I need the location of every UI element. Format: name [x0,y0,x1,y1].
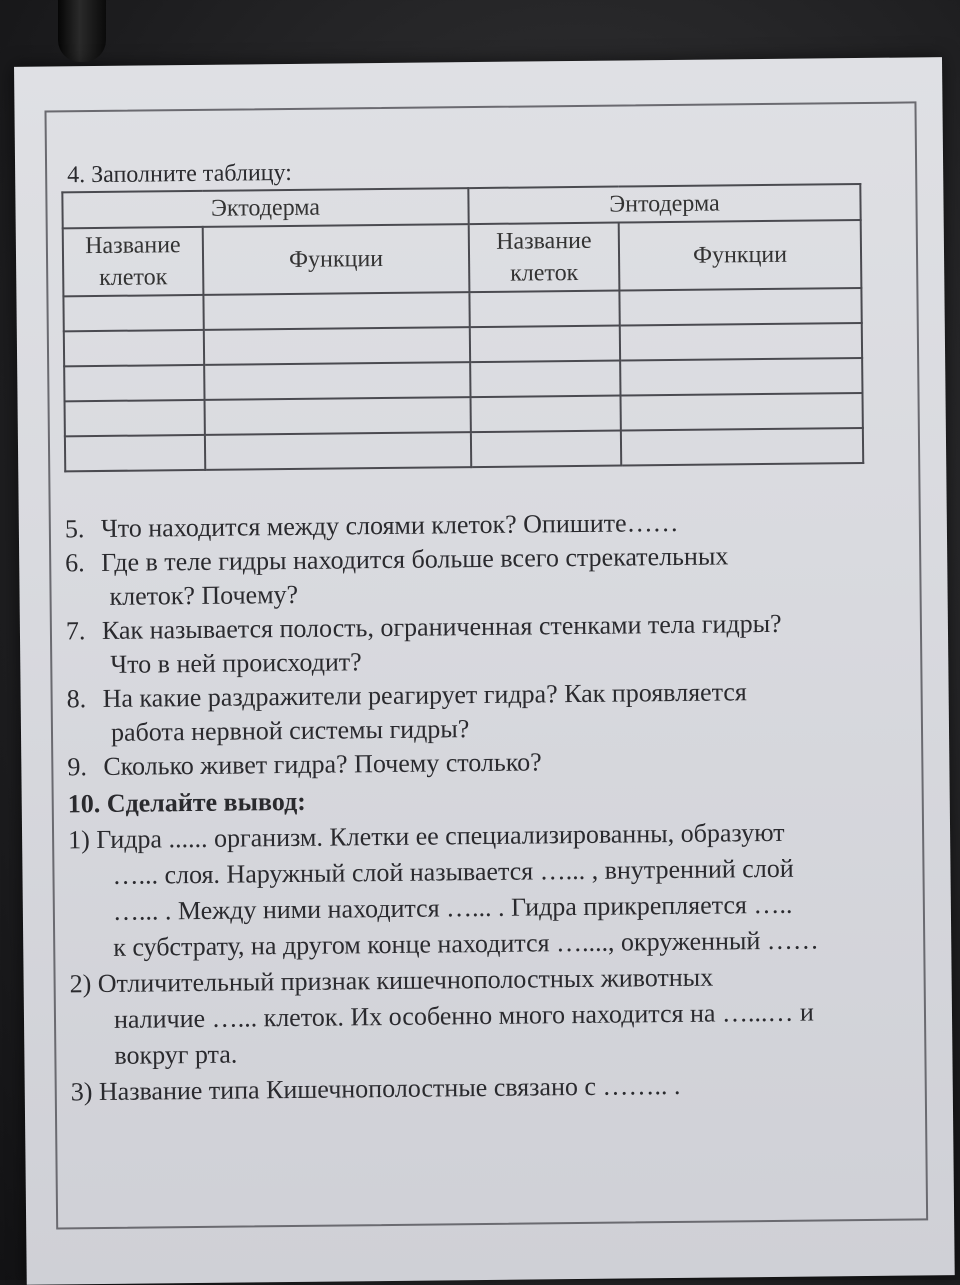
blank-table-cell [65,435,205,471]
task-4-title: 4. Заполните таблицу: [67,159,293,189]
pen [58,0,106,62]
blank-table-cell [469,291,619,328]
blank-table-cell [63,295,203,331]
conclusion-line: …... . Между ними находится …... . Гидра прикрепляется ….. [112,889,793,926]
question-number: 8. [66,684,87,714]
conclusion-line: 1) Гидра ...... организм. Клетки ее специализированны, образуют [67,817,785,855]
blank-table-cell [621,428,863,466]
ecto-cell-name-header: Название клеток [63,227,204,296]
blank-table-cell [204,362,470,400]
question-text: Что в ней происходит? [110,647,362,679]
blank-table-cell [470,326,620,363]
blank-table-cell [621,393,863,431]
conclusion-item-2 [69,958,892,1075]
question-number: 6. [65,548,85,578]
question-text: работа нервной системы гидры? [110,714,470,747]
question-item [67,742,889,785]
conclusion-title: 10. Сделайте вывод: [67,786,307,819]
blank-table-cell [64,330,204,366]
blank-table-cell [64,365,204,401]
blank-table-cell [470,361,620,398]
blank-table-cell [205,432,471,470]
question-item [66,606,889,683]
conclusion-item-3: 3) Название типа Кишечнополостные связано с …….. . [70,1070,681,1107]
worksheet-paper [14,57,955,1285]
endo-functions-header: Функции [619,220,862,291]
question-text: Как называется полость, ограниченная стенками тела гидры? [101,608,782,645]
conclusion-line: вокруг рта. [114,1039,238,1070]
question-text: Что находится между слоями клеток? Опишите…… [100,507,679,543]
ectoderm-header: Эктодерма [62,188,468,228]
conclusion-line: к субстрату, на другом конце находится …...., окруженный …… [113,925,819,962]
endo-cell-name-header: Название клеток [469,223,620,293]
question-text: Где в теле гидры находится больше всего стрекательных [101,541,729,577]
question-text: На какие раздражители реагирует гидра? Как проявляется [102,677,747,713]
conclusion-line: …... слоя. Наружный слой называется …... , внутренний слой [112,853,794,890]
ecto-functions-header: Функции [203,224,470,295]
question-number: 9. [67,752,88,782]
conclusion-item-1 [68,814,891,967]
blank-table-cell [620,323,862,361]
blank-table-cell [203,292,469,330]
blank-table-cell [65,400,205,436]
questions-list [65,504,890,785]
question-item [65,538,888,615]
blank-table-cell [620,358,862,396]
question-text: Сколько живет гидра? Почему столько? [103,747,542,781]
blank-table-cell [619,288,861,326]
question-number: 5. [64,514,85,544]
fill-in-table [61,183,864,472]
conclusion-line: наличие …... клеток. Их особенно много находится на …...… и [113,997,815,1034]
endoderm-header: Энтодерма [468,184,860,224]
blank-table-cell [471,396,621,433]
question-text: клеток? Почему? [109,579,299,611]
blank-table-cell [204,327,470,365]
question-item [66,674,889,751]
question-number: 7. [65,616,86,646]
conclusion-line: 2) Отличительный признак кишечнополостных животных [69,962,714,999]
blank-table-cell [471,431,621,468]
blank-table-cell [205,397,471,435]
worksheet-content [61,154,893,1111]
